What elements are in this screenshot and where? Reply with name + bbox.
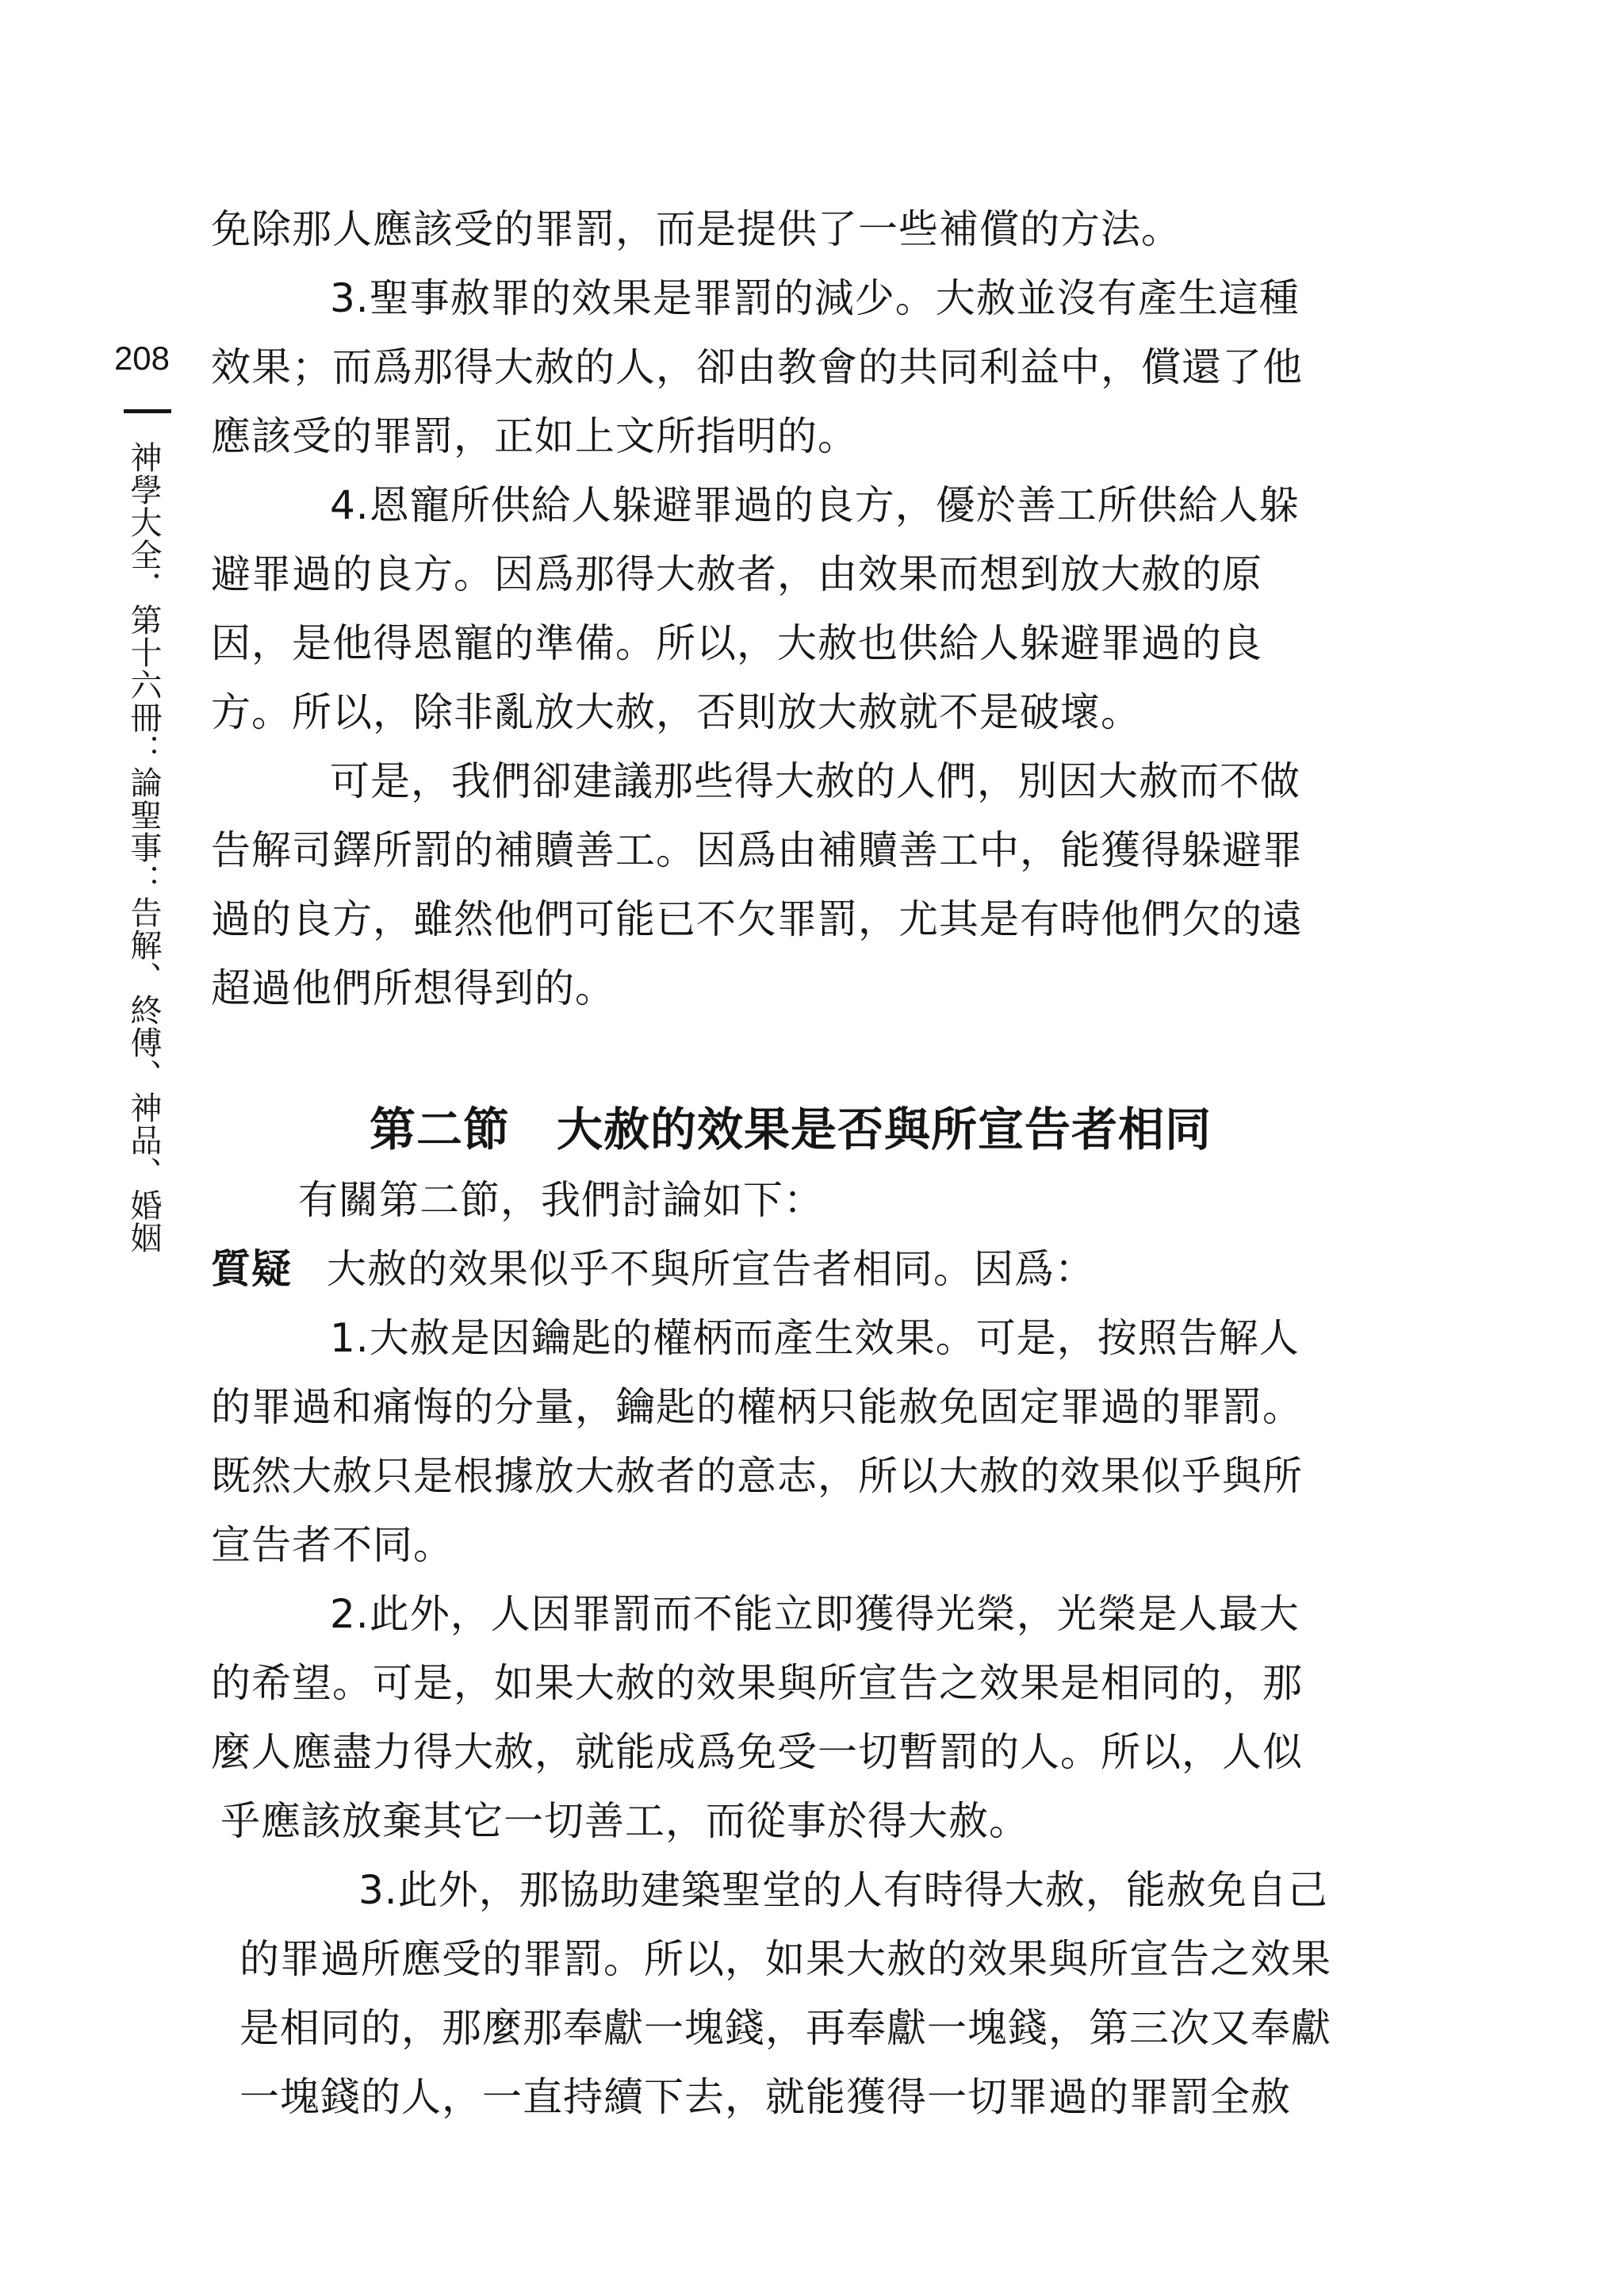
margin-rule (124, 409, 171, 413)
paragraph-line: 既然大赦只是根據放大赦者的意志，所以大赦的效果似乎與所 (211, 1453, 1303, 1499)
paragraph-line: 告解司鐸所罰的補贖善工。因爲由補贖善工中，能獲得躲避罪 (211, 827, 1303, 873)
paragraph-line: 4.恩寵所供給人躲避罪過的良方，優於善工所供給人躲 (330, 482, 1300, 528)
paragraph-line: 應該受的罪罰，正如上文所指明的。 (211, 413, 858, 459)
paragraph-line: 方。所以，除非亂放大赦，否則放大赦就不是破壞。 (211, 689, 1141, 735)
objection-text: 大赦的效果似乎不與所宣告者相同。因爲： (327, 1246, 1095, 1292)
paragraph-line: 效果；而爲那得大赦的人，卻由教會的共同利益中，償還了他 (211, 344, 1303, 390)
objection-line (211, 1235, 1361, 1304)
paragraph-line: 免除那人應該受的罪罰，而是提供了一些補償的方法。 (211, 206, 1182, 252)
running-head: 神學大全．第十六冊：論聖事：告解、終傅、神品、婚姻 (125, 441, 162, 1254)
paragraph-line: 2.此外，人因罪罰而不能立即獲得光榮，光榮是人最大 (330, 1591, 1300, 1637)
paragraph-line: 的罪過和痛悔的分量，鑰匙的權柄只能赦免固定罪過的罪罰。 (211, 1384, 1303, 1430)
paragraph-line: 避罪過的良方。因爲那得大赦者，由效果而想到放大赦的原 (211, 551, 1262, 597)
paragraph-line: 1.大赦是因鑰匙的權柄而產生效果。可是，按照告解人 (330, 1315, 1300, 1361)
page-number: 208 (113, 339, 170, 377)
paragraph-line: 是相同的，那麼那奉獻一塊錢，再奉獻一塊錢，第三次又奉獻 (239, 2005, 1331, 2051)
section-title: 第二節 大赦的效果是否與所宣告者相同 (370, 1102, 1212, 1156)
paragraph-line: 麼人應盡力得大赦，就能成爲免受一切暫罰的人。所以，人似 (211, 1729, 1303, 1775)
paragraph-line: 可是，我們卻建議那些得大赦的人們，別因大赦而不做 (330, 758, 1300, 804)
paragraph-line: 3.聖事赦罪的效果是罪罰的減少。大赦並沒有產生這種 (330, 275, 1300, 321)
paragraph-line: 過的良方，雖然他們可能已不欠罪罰，尤其是有時他們欠的遠 (211, 896, 1303, 942)
paragraph-line: 宣告者不同。 (211, 1522, 454, 1568)
paragraph-line: 3.此外，那協助建築聖堂的人有時得大赦，能赦免自己 (358, 1867, 1328, 1913)
objection-label: 質疑 (211, 1246, 292, 1292)
section-gap (211, 1023, 1361, 1093)
section-intro: 有關第二節，我們討論如下： (298, 1177, 824, 1223)
paragraph-line: 一塊錢的人，一直持續下去，就能獲得一切罪過的罪罰全赦 (239, 2074, 1291, 2120)
paragraph-line: 因，是他得恩寵的準備。所以，大赦也供給人躲避罪過的良 (211, 620, 1262, 666)
body-text (211, 195, 1361, 2132)
paragraph-line: 的罪過所應受的罪罰。所以，如果大赦的效果與所宣告之效果 (239, 1936, 1331, 1982)
paragraph-line: 的希望。可是，如果大赦的效果與所宣告之效果是相同的，那 (211, 1660, 1303, 1706)
paragraph-line: 超過他們所想得到的。 (211, 965, 615, 1011)
paragraph-line: 乎應該放棄其它一切善工，而從事於得大赦。 (220, 1798, 1029, 1844)
